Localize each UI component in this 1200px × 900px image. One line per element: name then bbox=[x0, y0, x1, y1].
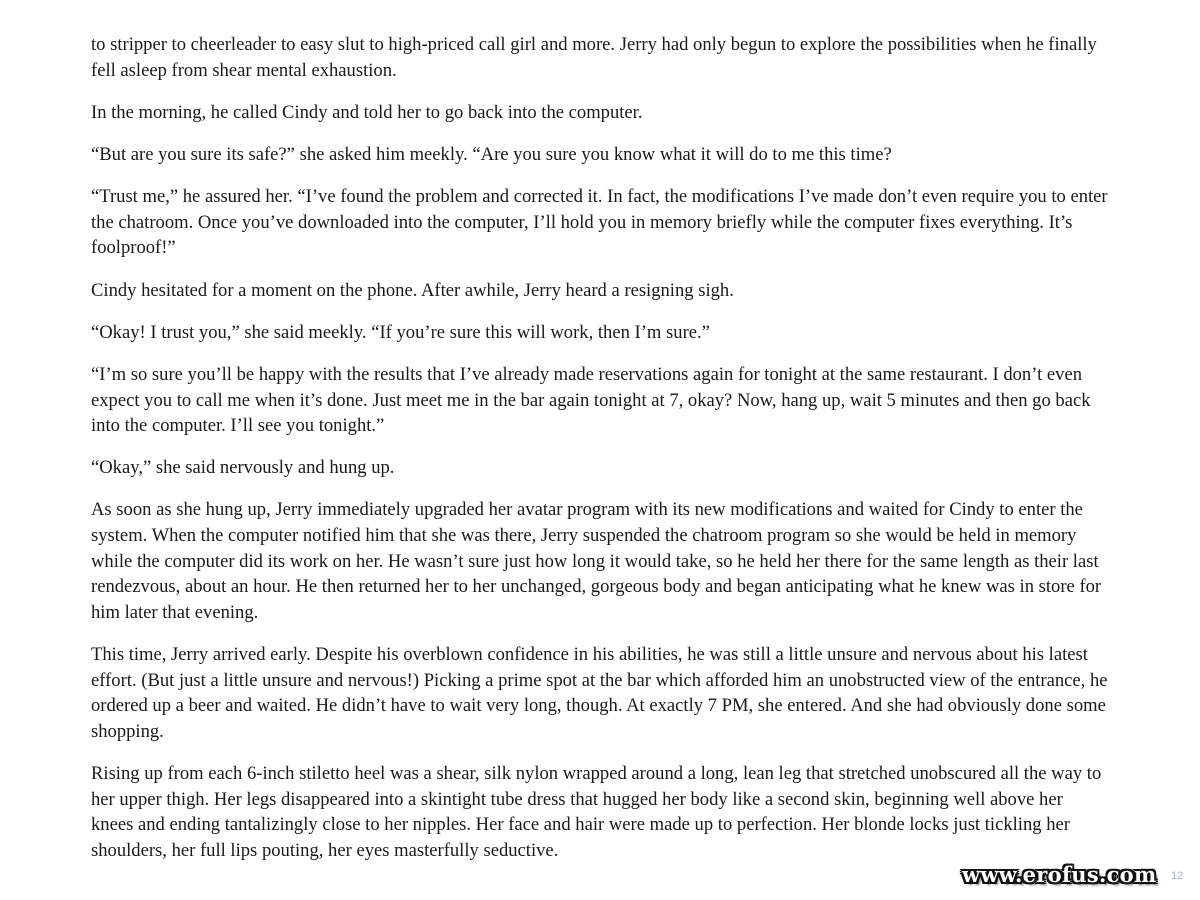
paragraph: Rising up from each 6-inch stiletto heel was a shear, silk nylon wrapped around a long, lean leg that stretched unobscured all the way to her upper thigh. Her legs disappeared into a skintight tube dress that hugged her body like a second skin, beginning well above her knees and ending tantalizingly close to her nipples. Her face and hair were made up to perfection. Her blonde locks just tickling her shoulders, her full lips pouting, her eyes masterfully seductive. bbox=[91, 763, 1102, 861]
paragraph: In the morning, he called Cindy and told her to go back into the computer. bbox=[91, 101, 643, 123]
page-number: 12 bbox=[1171, 870, 1184, 882]
document-page bbox=[91, 32, 1109, 880]
paragraph: “But are you sure its safe?” she asked him meekly. “Are you sure you know what it will do to me this time? bbox=[91, 143, 892, 165]
paragraph: “Okay,” she said nervously and hung up. bbox=[91, 457, 395, 479]
paragraph: “Trust me,” he assured her. “I’ve found the problem and corrected it. In fact, the modifications I’ve made don’t even require you to enter the chatroom. Once you’ve downloaded into the computer, I’ll hold you in memory briefly while the computer fixes everything. It’s foolproof!” bbox=[91, 186, 1108, 259]
paragraph: This time, Jerry arrived early. Despite his overblown confidence in his abilities, he was still a little unsure and nervous about his latest effort. (But just a little unsure and nervous!) Picking a prime spot at the bar which afforded him an unobstructed view of the entrance, he ordered up a beer and waited. He didn’t have to wait very long, though. At exactly 7 PM, she entered. And she had obviously done some shopping. bbox=[91, 644, 1108, 742]
paragraph: “I’m so sure you’ll be happy with the results that I’ve already made reservations again for tonight at the same restaurant. I don’t even expect you to call me when it’s done. Just meet me in the bar again tonight at 7, okay? Now, hang up, wait 5 minutes and then go back into the computer. I’ll see you tonight.” bbox=[91, 363, 1091, 437]
watermark: www.erofus.com bbox=[962, 862, 1157, 887]
paragraph: Cindy hesitated for a moment on the phone. After awhile, Jerry heard a resigning sigh. bbox=[91, 279, 734, 301]
paragraph: As soon as she hung up, Jerry immediately upgraded her avatar program with its new modifications and waited for Cindy to enter the system. When the computer notified him that she was there, Jerry suspended the chatroom program so she would be held in memory while the computer did its work on her. He wasn’t sure just how long it would take, so he held her there for the same length as their last rendezvous, about an hour. He then returned her to her unchanged, gorgeous body and began anticipating what he knew was in store for him later that evening. bbox=[91, 499, 1102, 623]
paragraph: to stripper to cheerleader to easy slut to high-priced call girl and more. Jerry had only begun to explore the possibilities when he finally fell asleep from shear mental exhaustion. bbox=[91, 34, 1097, 81]
paragraph: “Okay! I trust you,” she said meekly. “If you’re sure this will work, then I’m sure.” bbox=[91, 321, 710, 343]
